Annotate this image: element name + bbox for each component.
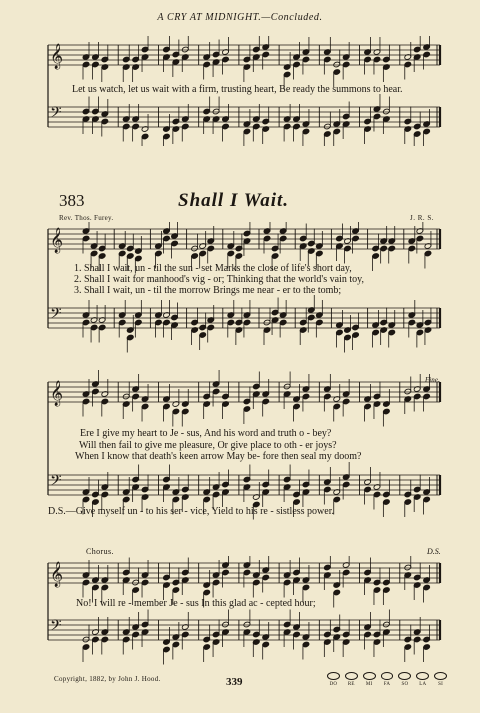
solfa-oval	[327, 672, 340, 680]
verse-line-2: Will then fail to give me pleasure, Or give place to oth - er joys?	[79, 440, 337, 451]
verse-line-3: 3. Shall I wait, un - til the morrow Brings me near - er to the tomb;	[74, 285, 342, 296]
music-system-5	[0, 556, 480, 676]
verse-line-3: When I know that death's keen arrow May be- fore then seal my doom?	[75, 451, 362, 462]
solfa-syllable: DO	[329, 682, 338, 687]
page-number: 339	[226, 676, 243, 688]
solfa-oval	[434, 672, 447, 680]
composer-credit: J. R. S.	[410, 214, 435, 222]
hymn-number: 383	[59, 191, 85, 210]
copyright-notice: Copyright, 1882, by John J. Hood.	[54, 675, 161, 683]
treble-clef-icon: 𝄞	[50, 228, 64, 253]
treble-clef-icon: 𝄞	[50, 381, 64, 406]
treble-clef-icon: 𝄞	[50, 562, 64, 587]
solfa-syllable: MI	[365, 682, 373, 687]
bass-clef-icon: 𝄢	[50, 472, 62, 493]
verse-line-1: 1. Shall I wait, un - til the sun - set Marks the close of life's short day,	[74, 263, 352, 274]
lyric-line: Let us watch, let us wait with a firm, trusting heart, Be ready the summons to hear.	[72, 84, 403, 95]
solfa-syllable: FA	[383, 682, 391, 687]
lyric-line: No! I will re - member Je - sus In this glad ac - cepted hour;	[76, 598, 316, 609]
bass-clef-icon: 𝄢	[50, 305, 62, 326]
author-credit: Rev. Thos. Furey.	[59, 214, 114, 222]
solfa-syllable: LA	[419, 682, 427, 687]
fine-marking: Fine.	[425, 376, 440, 384]
ds-line: D.S.—Give myself un - to his ser - vice, Yield to his re - sistless power.	[48, 506, 334, 517]
ds-label: D.S.	[427, 547, 441, 556]
chorus-label: Chorus.	[86, 547, 114, 556]
verse-line-2: 2. Shall I wait for manhood's vig - or; Thinking that the world's vain toy,	[74, 274, 364, 285]
treble-clef-icon: 𝄞	[50, 44, 64, 69]
bass-clef-icon: 𝄢	[50, 617, 62, 638]
solfa-key	[327, 672, 447, 694]
staff-notation	[0, 556, 480, 676]
solfa-syllable: SO	[401, 682, 409, 687]
solfa-oval	[363, 672, 376, 680]
bass-clef-icon: 𝄢	[50, 104, 62, 125]
hymn-title: Shall I Wait.	[178, 190, 290, 211]
solfa-syllable: RE	[347, 682, 355, 687]
solfa-oval	[416, 672, 429, 680]
solfa-oval	[381, 672, 394, 680]
solfa-oval	[345, 672, 358, 680]
verse-line-1: Ere I give my heart to Je - sus, And his word and truth o - bey?	[80, 428, 332, 439]
solfa-oval	[398, 672, 411, 680]
running-title: A CRY AT MIDNIGHT.—Concluded.	[157, 12, 323, 23]
solfa-syllable: SI	[438, 682, 444, 687]
